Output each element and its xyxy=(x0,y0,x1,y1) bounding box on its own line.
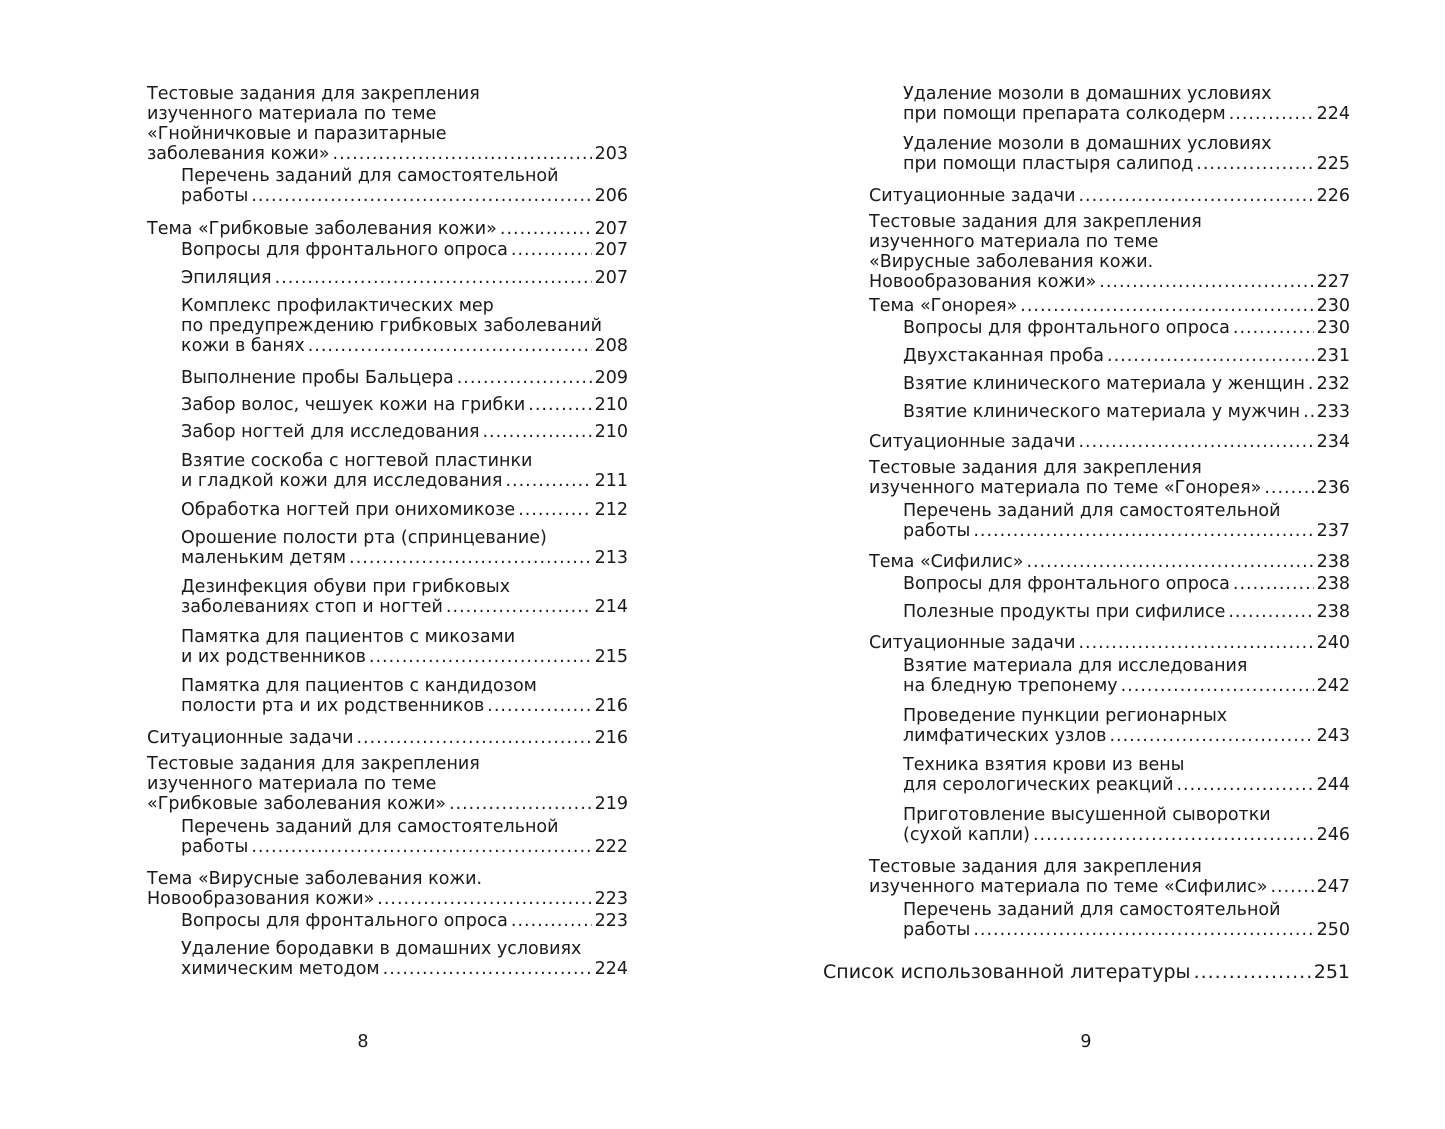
toc-page-number: 207 xyxy=(594,268,628,288)
toc-entry[interactable] xyxy=(869,212,1350,292)
dot-leader xyxy=(1233,318,1314,338)
toc-entry-title-line: Ситуационные задачи xyxy=(869,432,1076,452)
toc-entry-title-line: кожи в банях xyxy=(181,336,305,356)
toc-entry-title-line: и их родственников xyxy=(181,647,366,667)
toc-page-number: 223 xyxy=(594,889,628,909)
toc-entry-title-line: изученного материала по теме «Сифилис» xyxy=(869,877,1268,897)
toc-page-number: 208 xyxy=(594,336,628,356)
dot-leader xyxy=(1308,374,1314,394)
toc-entry-title-line: Новообразования кожи» xyxy=(869,272,1097,292)
toc-entry[interactable] xyxy=(869,432,1350,452)
toc-entry[interactable] xyxy=(181,627,628,667)
toc-entry-title-line: Удаление мозоли в домашних условиях xyxy=(903,84,1272,104)
dot-leader xyxy=(1099,272,1313,292)
dot-leader xyxy=(1233,574,1314,594)
toc-entry[interactable] xyxy=(147,84,628,164)
toc-entry-title-line: при помощи пластыря салипод xyxy=(903,154,1194,174)
toc-entry[interactable] xyxy=(869,633,1350,653)
toc-entry[interactable] xyxy=(903,134,1350,174)
toc-entry[interactable] xyxy=(869,186,1350,206)
toc-entry-title-line: при помощи препарата солкодерм xyxy=(903,104,1226,124)
dot-leader xyxy=(251,837,591,857)
toc-entry-title-line: полости рта и их родственников xyxy=(181,696,485,716)
toc-entry-title-line: химическим методом xyxy=(181,959,380,979)
toc-entry-title-line: изученного материала по теме xyxy=(147,774,437,794)
dot-leader xyxy=(973,920,1313,940)
toc-page-number: 230 xyxy=(1316,296,1350,316)
dot-leader xyxy=(449,794,592,814)
toc-entry[interactable] xyxy=(869,552,1350,572)
toc-entry[interactable] xyxy=(903,501,1350,541)
toc-entry[interactable] xyxy=(903,900,1350,940)
toc-entry[interactable] xyxy=(181,451,628,491)
dot-leader xyxy=(369,647,592,667)
toc-entry-title-line: Обработка ногтей при онихомикозе xyxy=(181,500,516,520)
toc-entry-title-line: Ситуационные задачи xyxy=(869,186,1076,206)
toc-entry[interactable] xyxy=(181,939,628,979)
left-page xyxy=(0,0,722,1129)
toc-entry-title-line: Взятие клинического материала у мужчин xyxy=(903,402,1301,422)
toc-page-number: 247 xyxy=(1316,877,1350,897)
dot-leader xyxy=(1078,432,1313,452)
toc-entry-title-line: заболеваниях стоп и ногтей xyxy=(181,597,443,617)
toc-entry[interactable] xyxy=(147,219,628,239)
toc-page-number: 224 xyxy=(594,959,628,979)
toc-entry-title-line: маленьким детям xyxy=(181,548,347,568)
toc-entry[interactable] xyxy=(181,166,628,206)
toc-page-number: 230 xyxy=(1316,318,1350,338)
toc-entry-title-line: Вопросы для фронтального опроса xyxy=(903,318,1230,338)
toc-entry-title-line: Тема «Грибковые заболевания кожи» xyxy=(147,219,497,239)
toc-page-number: 238 xyxy=(1316,602,1350,622)
toc-entry[interactable] xyxy=(181,296,628,356)
toc-entry[interactable] xyxy=(903,656,1350,696)
toc-entry-title-line: Приготовление высушенной сыворотки xyxy=(903,805,1271,825)
dot-leader xyxy=(446,597,592,617)
dot-leader xyxy=(505,471,591,491)
toc-entry-title-line: Полезные продукты при сифилисе xyxy=(903,602,1226,622)
toc-entry-title-line: Тестовые задания для закрепления xyxy=(147,84,480,104)
dot-leader xyxy=(356,728,591,748)
toc-entry-title-line: Ситуационные задачи xyxy=(869,633,1076,653)
toc-entry-title-line: изученного материала по теме xyxy=(147,104,437,124)
dot-leader xyxy=(1020,296,1313,316)
toc-entry[interactable] xyxy=(181,395,628,415)
toc-entry-title-line: Вопросы для фронтального опроса xyxy=(181,240,508,260)
toc-entry-title-line: Двухстаканная проба xyxy=(903,346,1105,366)
toc-entry-title-line: Эпиляция xyxy=(181,268,272,288)
toc-entry-title-line: Вопросы для фронтального опроса xyxy=(181,911,508,931)
toc-entry[interactable] xyxy=(869,857,1350,897)
toc-page-number: 224 xyxy=(1316,104,1350,124)
toc-page-number: 219 xyxy=(594,794,628,814)
toc-page-number: 226 xyxy=(1316,186,1350,206)
toc-page-number: 216 xyxy=(594,728,628,748)
toc-entry-title-line: Удаление мозоли в домашних условиях xyxy=(903,134,1272,154)
toc-entry[interactable] xyxy=(903,574,1350,594)
toc-page-number: 244 xyxy=(1316,775,1350,795)
toc-page-number: 216 xyxy=(594,696,628,716)
toc-page-number: 227 xyxy=(1316,272,1350,292)
toc-page-number: 251 xyxy=(1313,961,1350,983)
dot-leader xyxy=(275,268,592,288)
toc-entry[interactable] xyxy=(181,577,628,617)
toc-entry[interactable] xyxy=(181,676,628,716)
toc-entry[interactable] xyxy=(181,911,628,931)
toc-entry-title-line: Ситуационные задачи xyxy=(147,728,354,748)
toc-entry[interactable] xyxy=(181,528,628,568)
toc-page-number: 206 xyxy=(594,186,628,206)
toc-entry[interactable] xyxy=(903,706,1350,746)
toc-entry[interactable] xyxy=(181,240,628,260)
toc-entry-title-line: Взятие клинического материала у женщин xyxy=(903,374,1305,394)
toc-entry-title-line: Взятие соскоба с ногтевой пластинки xyxy=(181,451,533,471)
dot-leader xyxy=(1121,676,1314,696)
toc-entry-title-line: Тестовые задания для закрепления xyxy=(869,458,1202,478)
dot-leader xyxy=(1078,633,1313,653)
toc-entry-title-line: Тестовые задания для закрепления xyxy=(869,857,1202,877)
toc-entry-title-line: Список использованной литературы xyxy=(823,961,1191,983)
toc-page-number: 250 xyxy=(1316,920,1350,940)
toc-entry-title-line: Удаление бородавки в домашних условиях xyxy=(181,939,582,959)
dot-leader xyxy=(518,500,591,520)
toc-entry[interactable] xyxy=(903,346,1350,366)
toc-page-number: 238 xyxy=(1316,574,1350,594)
toc-entry[interactable] xyxy=(903,374,1350,394)
toc-entry-title-line: Перечень заданий для самостоятельной xyxy=(181,166,559,186)
toc-page-number: 207 xyxy=(594,240,628,260)
toc-entry-title-line: Новообразования кожи» xyxy=(147,889,375,909)
toc-page-number: 242 xyxy=(1316,676,1350,696)
toc-entry-title-line: для серологических реакций xyxy=(903,775,1174,795)
toc-entry-title-line: изученного материала по теме xyxy=(869,232,1159,252)
dot-leader xyxy=(251,186,591,206)
toc-page-number: 212 xyxy=(594,500,628,520)
toc-page-number: 207 xyxy=(594,219,628,239)
toc-page-number: 233 xyxy=(1316,402,1350,422)
dot-leader xyxy=(973,521,1313,541)
toc-entry-title-line: Памятка для пациентов с кандидозом xyxy=(181,676,537,696)
toc-entry-title-line: Взятие материала для исследования xyxy=(903,656,1248,676)
dot-leader xyxy=(377,889,591,909)
toc-entry[interactable] xyxy=(869,296,1350,316)
toc-page-number: 203 xyxy=(594,144,628,164)
toc-page-number: 209 xyxy=(594,368,628,388)
toc-page-number: 236 xyxy=(1316,478,1350,498)
toc-entry-title-line: Дезинфекция обуви при грибковых xyxy=(181,577,511,597)
toc-entry-title-line: Забор ногтей для исследования xyxy=(181,422,480,442)
toc-entry-title-line: работы xyxy=(181,837,249,857)
toc-page-number: 223 xyxy=(594,911,628,931)
toc-entry-title-line: Орошение полости рта (спринцевание) xyxy=(181,528,547,548)
dot-leader xyxy=(1109,726,1313,746)
toc-entry-title-line: Проведение пункции регионарных xyxy=(903,706,1228,726)
toc-entry-title-line: Перечень заданий для самостоятельной xyxy=(903,501,1281,521)
toc-entry-title-line: (сухой капли) xyxy=(903,825,1030,845)
toc-entry-title-line: Вопросы для фронтального опроса xyxy=(903,574,1230,594)
dot-leader xyxy=(511,911,592,931)
toc-entry-title-line: и гладкой кожи для исследования xyxy=(181,471,503,491)
toc-entry-title-line: Выполнение пробы Бальцера xyxy=(181,368,454,388)
toc-page-number: 231 xyxy=(1316,346,1350,366)
toc-entry-title-line: Тестовые задания для закрепления xyxy=(869,212,1202,232)
dot-leader xyxy=(333,144,592,164)
toc-entry-title-line: работы xyxy=(903,920,971,940)
toc-entry-title-line: «Грибковые заболевания кожи» xyxy=(147,794,446,814)
toc-entry-title-line: работы xyxy=(903,521,971,541)
dot-leader xyxy=(308,336,592,356)
toc-entry-title-line: по предупреждению грибковых заболеваний xyxy=(181,316,603,336)
toc-page-number: 222 xyxy=(594,837,628,857)
toc-entry[interactable] xyxy=(181,422,628,442)
toc-page-number: 246 xyxy=(1316,825,1350,845)
dot-leader xyxy=(1270,877,1313,897)
dot-leader xyxy=(457,368,592,388)
dot-leader xyxy=(528,395,591,415)
dot-leader xyxy=(1107,346,1314,366)
toc-entry-title-line: Памятка для пациентов с микозами xyxy=(181,627,516,647)
dot-leader xyxy=(1303,402,1313,422)
dot-leader xyxy=(1176,775,1313,795)
toc-page-number: 238 xyxy=(1316,552,1350,572)
toc-entry-title-line: работы xyxy=(181,186,249,206)
toc-page-number: 240 xyxy=(1316,633,1350,653)
toc-page-number: 232 xyxy=(1316,374,1350,394)
toc-page-number: 215 xyxy=(594,647,628,667)
toc-entry[interactable] xyxy=(181,268,628,288)
toc-entry-title-line: на бледную трепонему xyxy=(903,676,1118,696)
toc-page-number: 237 xyxy=(1316,521,1350,541)
toc-entry[interactable] xyxy=(903,602,1350,622)
toc-entry-title-line: Тема «Гонорея» xyxy=(869,296,1018,316)
toc-entry-title-line: Тема «Сифилис» xyxy=(869,552,1024,572)
toc-entry[interactable] xyxy=(181,368,628,388)
dot-leader xyxy=(500,219,592,239)
toc-entry-title-line: Комплекс профилактических мер xyxy=(181,296,494,316)
toc-entry[interactable] xyxy=(903,755,1350,795)
dot-leader xyxy=(1194,961,1311,983)
dot-leader xyxy=(482,422,591,442)
toc-page-number: 210 xyxy=(594,395,628,415)
dot-leader xyxy=(349,548,591,568)
toc-entry[interactable] xyxy=(181,500,628,520)
dot-leader xyxy=(1264,478,1313,498)
toc-entry[interactable] xyxy=(903,402,1350,422)
toc-page-number: 214 xyxy=(594,597,628,617)
toc-entry-title-line: Перечень заданий для самостоятельной xyxy=(181,817,559,837)
toc-entry-title-line: заболевания кожи» xyxy=(147,144,330,164)
dot-leader xyxy=(1033,825,1314,845)
page-number: 9 xyxy=(1080,1032,1092,1052)
toc-entry[interactable] xyxy=(903,805,1350,845)
toc-entry[interactable] xyxy=(869,458,1350,498)
toc-entry-title-line: Тестовые задания для закрепления xyxy=(147,754,480,774)
page-number: 8 xyxy=(357,1032,369,1052)
dot-leader xyxy=(383,959,592,979)
dot-leader xyxy=(1196,154,1313,174)
toc-entry-title-line: Забор волос, чешуек кожи на грибки xyxy=(181,395,526,415)
right-page xyxy=(722,0,1445,1129)
toc-entry[interactable] xyxy=(147,728,628,748)
dot-leader xyxy=(511,240,592,260)
toc-entry[interactable] xyxy=(823,961,1350,983)
toc-entry-title-line: Техника взятия крови из вены xyxy=(903,755,1185,775)
toc-entry-title-line: «Гнойничковые и паразитарные xyxy=(147,124,447,144)
toc-page-number: 234 xyxy=(1316,432,1350,452)
dot-leader xyxy=(1078,186,1313,206)
toc-entry[interactable] xyxy=(147,869,628,909)
toc-entry-title-line: «Вирусные заболевания кожи. xyxy=(869,252,1154,272)
toc-entry-title-line: изученного материала по теме «Гонорея» xyxy=(869,478,1262,498)
dot-leader xyxy=(1229,104,1314,124)
toc-page-number: 211 xyxy=(594,471,628,491)
toc-entry[interactable] xyxy=(147,754,628,814)
toc-entry-title-line: Перечень заданий для самостоятельной xyxy=(903,900,1281,920)
toc-page-number: 210 xyxy=(594,422,628,442)
toc-entry-title-line: лимфатических узлов xyxy=(903,726,1107,746)
toc-page-number: 213 xyxy=(594,548,628,568)
dot-leader xyxy=(487,696,591,716)
toc-entry[interactable] xyxy=(181,817,628,857)
toc-page-number: 243 xyxy=(1316,726,1350,746)
dot-leader xyxy=(1026,552,1313,572)
dot-leader xyxy=(1228,602,1313,622)
toc-page-number: 225 xyxy=(1316,154,1350,174)
toc-entry[interactable] xyxy=(903,84,1350,124)
toc-entry-title-line: Тема «Вирусные заболевания кожи. xyxy=(147,869,483,889)
toc-entry[interactable] xyxy=(903,318,1350,338)
